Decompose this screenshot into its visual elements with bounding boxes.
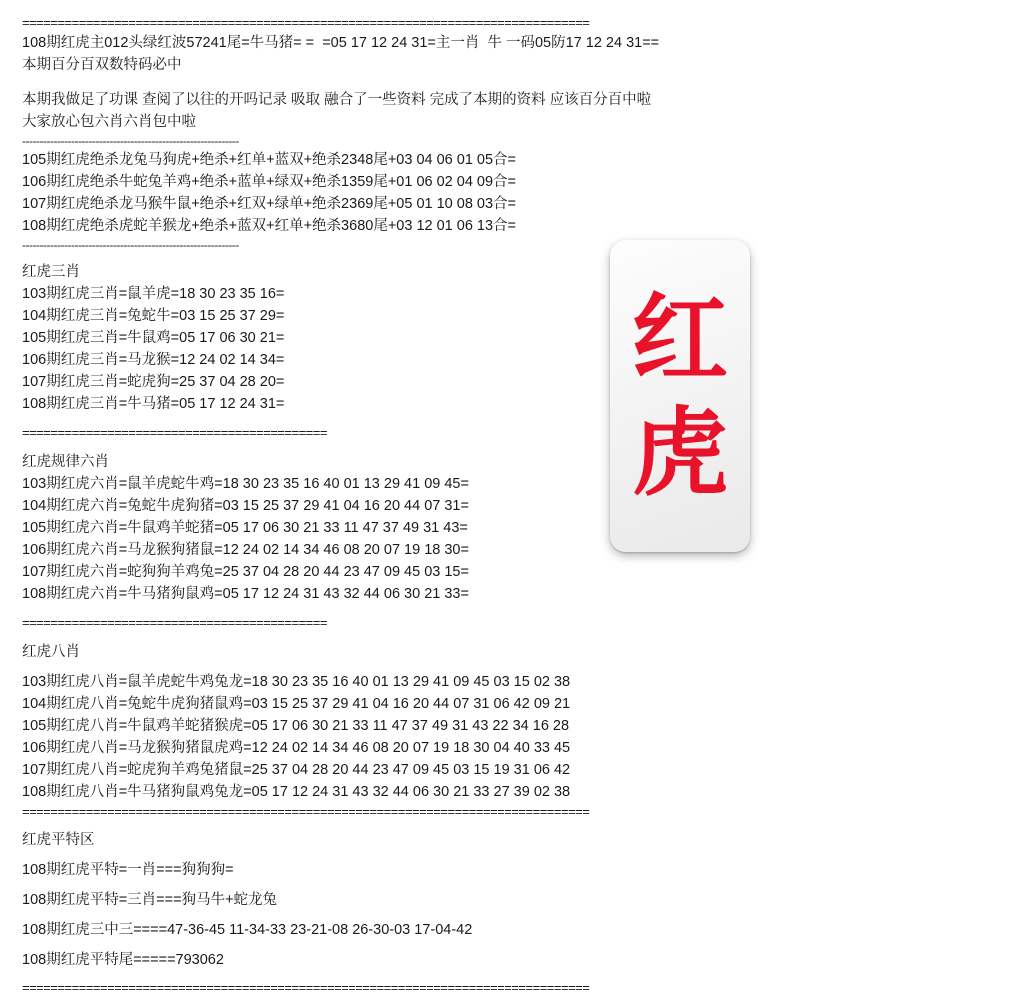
- liuxiao-line-1: 103期红虎六肖=鼠羊虎蛇牛鸡=18 30 23 35 16 40 01 13 29 41 09 45=: [22, 476, 469, 492]
- sanxiao-line-3: 105期红虎三肖=牛鼠鸡=05 17 06 30 21=: [22, 330, 285, 346]
- header-line-1: 108期红虎主012头绿红波57241尾=牛马猪= = =05 17 12 24 31=主一肖 牛 一码05防17 12 24 31==: [22, 35, 660, 51]
- spacer: [22, 821, 1000, 829]
- spacer: [22, 415, 1000, 423]
- header-line-2: 本期百分百双数特码必中: [22, 57, 182, 73]
- section-title-pingte: 红虎平特区: [22, 832, 95, 848]
- sanxiao-line-6: 108期红虎三肖=牛马猪=05 17 12 24 31=: [22, 396, 285, 412]
- pingte-line-3: 108期红虎三中三====47-36-45 11-34-33 23-21-08 26-30-03 17-04-42: [22, 922, 473, 938]
- intro-line-1: 本期我做足了功课 查阅了以往的开吗记录 吸取 融合了一些资料 完成了本期的资料 应该百分百中啦: [22, 92, 652, 108]
- liuxiao-line-3: 105期红虎六肖=牛鼠鸡羊蛇猪=05 17 06 30 21 33 11 47 37 49 31 43=: [22, 520, 468, 536]
- separator-bottom: ================================================================================: [22, 980, 590, 995]
- section-title-sanxiao: 红虎三肖: [22, 264, 80, 280]
- separator-baxiao: ================================================================================: [22, 804, 590, 819]
- juesha-line-4: 108期红虎绝杀虎蛇羊猴龙+绝杀+蓝双+红单+绝杀3680尾+03 12 01 06 13合=: [22, 218, 517, 234]
- separator-sanxiao: ===========================================: [22, 425, 327, 440]
- baxiao-line-1: 103期红虎八肖=鼠羊虎蛇牛鸡兔龙=18 30 23 35 16 40 01 13 29 41 09 45 03 15 02 38: [22, 674, 571, 690]
- baxiao-line-3: 105期红虎八肖=牛鼠鸡羊蛇猪猴虎=05 17 06 30 21 33 11 47 37 49 31 43 22 34 16 28: [22, 718, 570, 734]
- spacer: [22, 881, 1000, 889]
- spacer: [22, 971, 1000, 979]
- section-title-liuxiao: 红虎规律六肖: [22, 454, 109, 470]
- liuxiao-line-5: 107期红虎六肖=蛇狗狗羊鸡兔=25 37 04 28 20 44 23 47 09 45 03 15=: [22, 564, 469, 580]
- liuxiao-line-6: 108期红虎六肖=牛马猪狗鼠鸡=05 17 12 24 31 43 32 44 06 30 21 33=: [22, 586, 469, 602]
- liuxiao-line-2: 104期红虎六肖=兔蛇牛虎狗猪=03 15 25 37 29 41 04 16 20 44 07 31=: [22, 498, 469, 514]
- dash-separator-2: --------------------------------------------------------------: [22, 238, 239, 252]
- badge-char-hong: 红: [632, 283, 728, 395]
- spacer: [22, 633, 1000, 641]
- spacer: [22, 253, 1000, 261]
- section-title-baxiao: 红虎八肖: [22, 644, 80, 660]
- spacer: [22, 911, 1000, 919]
- sanxiao-line-4: 106期红虎三肖=马龙猴=12 24 02 14 34=: [22, 352, 285, 368]
- spacer: [22, 76, 1000, 89]
- baxiao-line-5: 107期红虎八肖=蛇虎狗羊鸡兔猪鼠=25 37 04 28 20 44 23 47 09 45 03 15 19 31 06 42: [22, 762, 571, 778]
- intro-line-2: 大家放心包六肖六肖包中啦: [22, 114, 196, 130]
- pingte-line-2: 108期红虎平特=三肖===狗马牛+蛇龙兔: [22, 892, 278, 908]
- spacer: [22, 941, 1000, 949]
- liuxiao-line-4: 106期红虎六肖=马龙猴狗猪鼠=12 24 02 14 34 46 08 20 07 19 18 30=: [22, 542, 469, 558]
- juesha-line-1: 105期红虎绝杀龙兔马狗虎+绝杀+红单+蓝双+绝杀2348尾+03 04 06 01 05合=: [22, 152, 517, 168]
- baxiao-line-2: 104期红虎八肖=兔蛇牛虎狗猪鼠鸡=03 15 25 37 29 41 04 16 20 44 07 31 06 42 09 21: [22, 696, 571, 712]
- spacer: [22, 605, 1000, 613]
- separator-top: ================================================================================: [22, 15, 590, 30]
- badge-char-hu: 虎: [632, 397, 728, 509]
- sanxiao-line-2: 104期红虎三肖=兔蛇牛=03 15 25 37 29=: [22, 308, 285, 324]
- pingte-line-4: 108期红虎平特尾=====793062: [22, 952, 224, 968]
- document-body: [22, 14, 1000, 997]
- baxiao-line-6: 108期红虎八肖=牛马猪狗鼠鸡兔龙=05 17 12 24 31 43 32 44 06 30 21 33 27 39 02 38: [22, 784, 571, 800]
- separator-liuxiao: ===========================================: [22, 615, 327, 630]
- spacer: [22, 443, 1000, 451]
- sanxiao-line-5: 107期红虎三肖=蛇虎狗=25 37 04 28 20=: [22, 374, 285, 390]
- juesha-line-2: 106期红虎绝杀牛蛇兔羊鸡+绝杀+蓝单+绿双+绝杀1359尾+01 06 02 04 09合=: [22, 174, 517, 190]
- sanxiao-line-1: 103期红虎三肖=鼠羊虎=18 30 23 35 16=: [22, 286, 285, 302]
- spacer: [22, 851, 1000, 859]
- baxiao-line-4: 106期红虎八肖=马龙猴狗猪鼠虎鸡=12 24 02 14 34 46 08 20 07 19 18 30 04 40 33 45: [22, 740, 571, 756]
- dash-separator-1: --------------------------------------------------------------: [22, 134, 239, 148]
- juesha-line-3: 107期红虎绝杀龙马猴牛鼠+绝杀+红双+绿单+绝杀2369尾+05 01 10 08 03合=: [22, 196, 517, 212]
- pingte-line-1: 108期红虎平特=一肖===狗狗狗=: [22, 862, 234, 878]
- spacer: [22, 663, 1000, 671]
